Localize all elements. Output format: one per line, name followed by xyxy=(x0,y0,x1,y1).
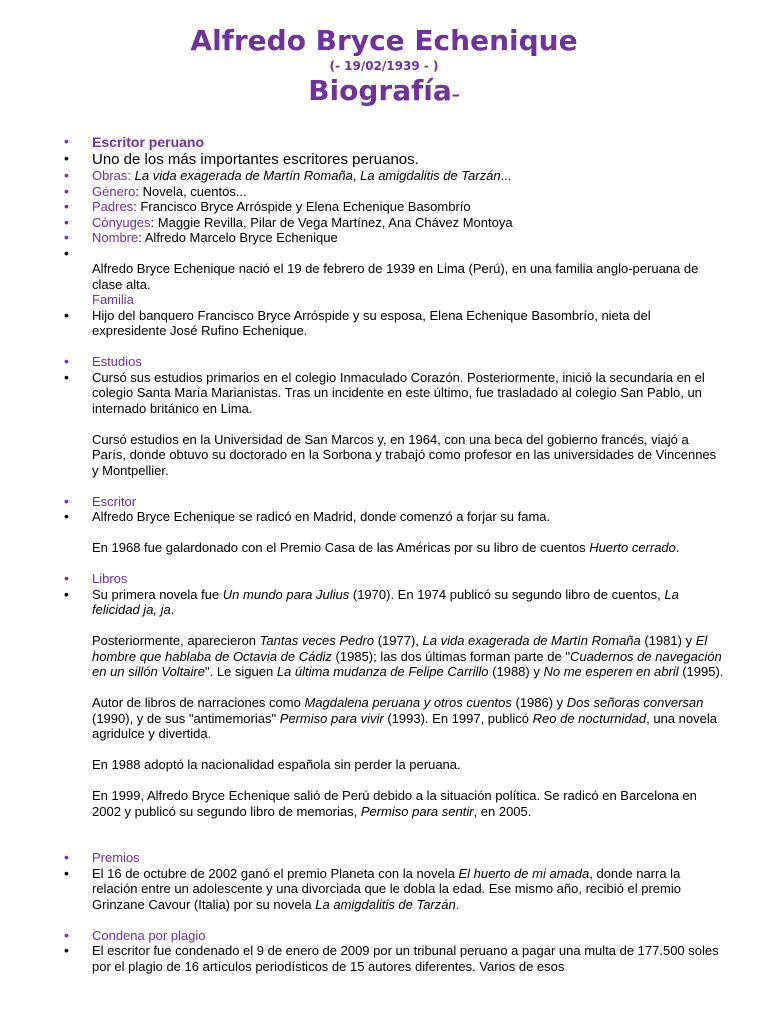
bullet-icon: • xyxy=(64,213,69,230)
list-item-escritor-heading xyxy=(0,494,768,510)
obras-ellipsis: ... xyxy=(500,168,512,183)
escritor-paragraph-2: En 1968 fue galardonado con el Premio Casa de las Américas por su libro de cuentos Huerto cerrado. xyxy=(92,540,680,555)
genero-line xyxy=(92,184,724,200)
obras-line: Obras: La vida exagerada de Martín Romaña, La amigdalitis de Tarzán... xyxy=(92,168,512,183)
list-item-condena-heading xyxy=(0,928,768,944)
bullet-icon: • xyxy=(64,492,69,509)
padres-value: : Francisco Bryce Arróspide y Elena Echenique Basombrío xyxy=(133,199,471,214)
section-title xyxy=(0,74,768,112)
list-item-libros xyxy=(0,587,768,851)
work-title: Tantas veces Pedro xyxy=(259,633,375,648)
work-title: Permiso para sentir xyxy=(360,803,474,819)
conyuges-line xyxy=(92,215,724,231)
obras-work-2: La amigdalitis de Tarzán xyxy=(360,168,501,183)
bullet-icon: • xyxy=(64,306,69,323)
list-item-genero xyxy=(0,184,768,200)
bullet-icon: • xyxy=(64,198,69,214)
premios-heading: Premios xyxy=(92,850,140,865)
nombre-line xyxy=(92,230,724,246)
work-title: No me esperen en abril xyxy=(543,664,679,679)
libros-paragraph-2: Posteriormente, aparecieron Tantas veces Pedro (1977), La vida exagerada de Martín Romaña (1981) y El hombre que hablaba de Octavia de Cádiz (1985); las dos últimas forman parte de "Cuadernos de navegación en un sillón Voltaire". Le siguen La última mudanza de Felipe Carrillo (1988) y No me esperen en abril (1995). xyxy=(92,633,724,679)
list-item-premios xyxy=(0,866,768,928)
list-item-libros-heading xyxy=(0,571,768,587)
libros-paragraph-4: En 1988 adoptó la nacionalidad española sin perder la peruana. xyxy=(92,757,461,772)
list-item-heading xyxy=(0,134,768,151)
list-item-conyuges xyxy=(0,215,768,231)
list-item-estudios-heading xyxy=(0,354,768,370)
familia-paragraph: Hijo del banquero Francisco Bryce Arróspide y su esposa, Elena Echenique Basombrío, nieta del expresidente José Rufino Echenique. xyxy=(92,307,651,338)
work-title: La vida exagerada de Martín Romaña xyxy=(422,633,641,648)
obras-label: Obras xyxy=(92,168,128,183)
bullet-icon: • xyxy=(64,942,69,958)
bullet-icon: • xyxy=(64,926,69,943)
premios-paragraph-1: El 16 de octubre de 2002 ganó el premio Planeta con la novela El huerto de mi amada, donde narra la relación entre un adolescente y una divorciada que le dobla la edad. Ese mismo año, recibió el premio Grinzane Cavour (Italia) por su novela La amigdalitis de Tarzán. xyxy=(92,865,681,912)
subtitle-dash: – xyxy=(451,85,460,104)
list-item-obras xyxy=(0,168,768,184)
condena-paragraph-1: El escritor fue condenado el 9 de enero de 2009 por un tribunal peruano a pagar una multa de 177.500 soles por el plagio de 16 artículos periodísticos de 15 autores diferentes. Varios de esos xyxy=(92,943,719,974)
estudios-paragraph-1: Cursó sus estudios primarios en el colegio Inmaculado Corazón. Posteriormente, inició la secundaria en el colegio Santa María Marianistas. Tras un incidente en este último, fue trasladado al colegio San Pablo, un internado británico en Lima. xyxy=(92,369,705,416)
bullet-icon: • xyxy=(64,150,69,166)
list-item-padres xyxy=(0,199,768,215)
list-item-tagline xyxy=(0,151,768,168)
work-title: Magdalena peruana y otros cuentos xyxy=(304,695,512,710)
list-item-familia xyxy=(0,308,768,355)
bullet-icon: • xyxy=(64,133,69,149)
conyuges-label: Cónyuges xyxy=(92,214,151,230)
nombre-label: Nombre xyxy=(92,230,139,245)
list-item-estudios xyxy=(0,370,768,494)
escritor-heading: Escritor xyxy=(92,493,137,509)
bullet-icon: • xyxy=(64,508,69,524)
libros-paragraph-1: Su primera novela fue Un mundo para Julius (1970). En 1974 publicó su segundo libro de cuentos, La felicidad ja, ja. xyxy=(92,586,679,617)
obras-separator: , xyxy=(352,168,361,183)
intro-paragraph: Alfredo Bryce Echenique nació el 19 de febrero de 1939 en Lima (Perú), en una familia anglo-peruana de clase alta. xyxy=(92,261,699,292)
life-dates: (- 19/02/1939 - ) xyxy=(329,59,439,73)
libros-paragraph-5: En 1999, Alfredo Bryce Echenique salió de Perú debido a la situación política. Se radicó en Barcelona en 2002 y publicó su segundo libro de memorias, Permiso para sentir, en 2005. xyxy=(92,788,697,819)
work-title: La felicidad ja, ja xyxy=(92,586,679,617)
header xyxy=(0,0,768,112)
bullet-icon: • xyxy=(64,864,69,881)
bullet-icon: • xyxy=(64,849,69,865)
familia-heading: Familia xyxy=(92,292,134,307)
list-item-intro xyxy=(0,246,768,308)
work-title: Un mundo para Julius xyxy=(222,586,350,602)
page-title: Alfredo Bryce Echenique xyxy=(190,24,578,57)
work-title: El huerto de mi amada xyxy=(458,865,590,881)
estudios-paragraph-2: Cursó estudios en la Universidad de San Marcos y, en 1964, con una beca del gobierno francés, viajó a París, donde obtuvo su doctorado en la Sorbona y trabajó como profesor en las universidades de Vincennes y Montpellier. xyxy=(92,431,717,478)
libros-paragraph-3: Autor de libros de narraciones como Magdalena peruana y otros cuentos (1986) y Dos señoras conversan (1990), y de sus "antimemorias" Permiso para vivir (1993). En 1997, publicó Reo de nocturnidad, una novela agridulce y divertida. xyxy=(92,695,717,741)
work-title: Cuadernos de navegación en un sillón Voltaire xyxy=(92,648,722,679)
nombre-value: : Alfredo Marcelo Bryce Echenique xyxy=(138,230,338,245)
summary-tagline: Uno de los más importantes escritores peruanos. xyxy=(92,151,419,168)
bullet-icon: • xyxy=(64,368,69,385)
conyuges-value: : Maggie Revilla, Pilar de Vega Martínez, Ana Chávez Montoya xyxy=(150,214,513,230)
work-title: Dos señoras conversan xyxy=(566,695,704,710)
bullet-icon: • xyxy=(64,167,69,183)
bullet-icon: • xyxy=(64,182,69,199)
condena-heading: Condena por plagio xyxy=(92,927,206,943)
bullet-icon: • xyxy=(64,229,69,245)
bullet-icon: • xyxy=(64,570,69,586)
summary-heading: Escritor peruano xyxy=(92,134,205,150)
work-title: Huerto cerrado xyxy=(589,540,676,555)
subtitle-text: Biografía xyxy=(308,74,452,107)
work-title: Permiso para vivir xyxy=(279,710,384,726)
list-item-premios-heading xyxy=(0,850,768,866)
bullet-icon: • xyxy=(64,244,69,261)
work-title: La última mudanza de Felipe Carrillo xyxy=(276,664,489,679)
work-title: Reo de nocturnidad xyxy=(532,710,647,726)
list-item-condena xyxy=(0,943,768,974)
estudios-heading: Estudios xyxy=(92,354,142,369)
libros-heading: Libros xyxy=(92,571,128,586)
genero-label: Género xyxy=(92,183,136,199)
biography-content xyxy=(0,134,768,974)
bullet-icon: • xyxy=(64,585,69,602)
list-item-escritor xyxy=(0,509,768,571)
escritor-paragraph-1: Alfredo Bryce Echenique se radicó en Madrid, donde comenzó a forjar su fama. xyxy=(92,509,551,524)
bullet-icon: • xyxy=(64,353,69,369)
genero-value: : Novela, cuentos... xyxy=(135,183,247,199)
work-title: La amigdalitis de Tarzán xyxy=(315,896,456,912)
list-item-nombre xyxy=(0,230,768,246)
obras-work-1: La vida exagerada de Martín Romaña xyxy=(134,168,353,183)
work-title: El hombre que hablaba de Octavia de Cádiz xyxy=(92,633,708,664)
padres-label: Padres xyxy=(92,199,134,214)
padres-line xyxy=(92,199,724,215)
